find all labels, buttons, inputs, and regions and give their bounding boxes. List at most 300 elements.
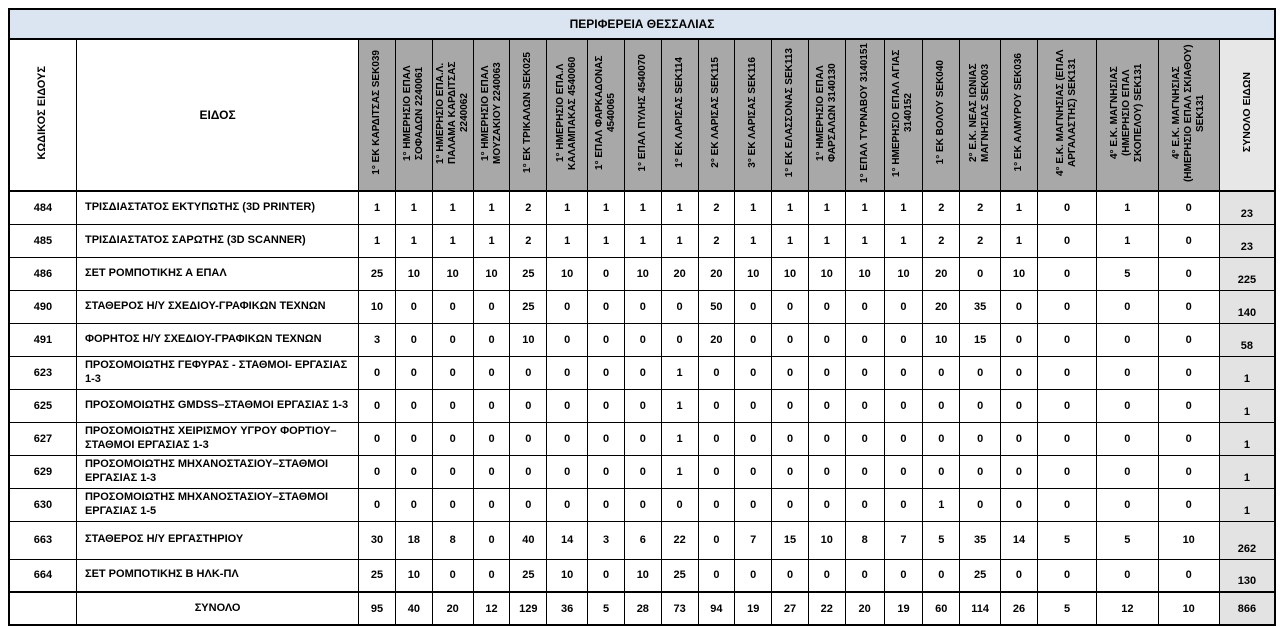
quantity-cell-c17: 0 (960, 422, 1001, 455)
item-name: ΤΡΙΣΔΙΑΣΤΑΤΟΣ ΣΑΡΩΤΗΣ (3D SCANNER) (76, 224, 358, 257)
quantity-cell-c7: 0 (588, 290, 625, 323)
quantity-cell-c4: 0 (473, 488, 510, 521)
school-column-header-12-label: 1° ΕΚ ΕΛΑΣΣΟΝΑΣ SEK113 (784, 47, 795, 178)
item-name: ΣΕΤ ΡΟΜΠΟΤΙΚΗΣ Α ΕΠΑΛ (76, 257, 358, 290)
quantity-cell-c5: 25 (510, 257, 547, 290)
grand-total-cell-c7: 5 (588, 592, 625, 625)
quantity-cell-c2: 0 (395, 356, 432, 389)
grand-total-cell-c3: 20 (432, 592, 473, 625)
quantity-cell-c15: 0 (884, 559, 923, 592)
school-column-header-5-label: 1° ΕΚ ΤΡΙΚΑΛΩΝ SEK025 (522, 52, 534, 173)
item-code-header-label: ΚΩΔΙΚΟΣ ΕΙΔΟΥΣ (36, 65, 49, 160)
quantity-cell-c5: 0 (510, 422, 547, 455)
quantity-cell-c14: 10 (845, 257, 884, 290)
grand-total-cell-c6: 36 (547, 592, 588, 625)
grand-total-cell-c21: 10 (1158, 592, 1219, 625)
quantity-cell-c15: 10 (884, 257, 923, 290)
quantity-cell-c19: 0 (1037, 290, 1096, 323)
quantity-cell-c15: 1 (884, 224, 923, 257)
quantity-cell-c19: 0 (1037, 422, 1096, 455)
quantity-cell-c13: 0 (808, 356, 845, 389)
quantity-cell-c19: 0 (1037, 488, 1096, 521)
quantity-cell-c5: 2 (510, 224, 547, 257)
item-row-484 (9, 191, 1275, 224)
item-row-625 (9, 389, 1275, 422)
item-code: 623 (9, 356, 76, 389)
grand-total-cell-c13: 22 (808, 592, 845, 625)
quantity-cell-c12: 10 (772, 257, 809, 290)
school-column-header-4-label: 1° ΗΜΕΡΗΣΙΟ ΕΠΑΛ ΜΟΥΖΑΚΙΟΥ 2240063 (479, 61, 503, 164)
quantity-cell-c19: 0 (1037, 323, 1096, 356)
school-column-header-14-label: 1° ΕΠΑΛ ΤΥΡΝΑΒΟΥ 3140151 (858, 42, 870, 183)
school-column-header-5 (510, 39, 547, 191)
quantity-cell-c18: 0 (1001, 422, 1038, 455)
quantity-cell-c11: 10 (735, 257, 772, 290)
quantity-cell-c19: 0 (1037, 356, 1096, 389)
quantity-cell-c3: 0 (432, 488, 473, 521)
quantity-cell-c1: 3 (359, 323, 396, 356)
title-row (9, 9, 1275, 39)
quantity-cell-c7: 1 (588, 191, 625, 224)
quantity-cell-c9: 22 (661, 521, 698, 559)
quantity-cell-c19: 0 (1037, 389, 1096, 422)
item-name: ΠΡΟΣΟΜΟΙΩΤΗΣ ΜΗΧΑΝΟΣΤΑΣΙΟΥ–ΣΤΑΘΜΟΙ ΕΡΓΑΣΙΑΣ 1-3 (76, 455, 358, 488)
school-column-header-11-label: 3° ΕΚ ΛΑΡΙΣΑΣ SEK116 (747, 57, 759, 168)
quantity-cell-c12: 0 (772, 422, 809, 455)
item-row-490 (9, 290, 1275, 323)
quantity-cell-c8: 0 (624, 323, 661, 356)
row-total: 262 (1219, 521, 1275, 559)
item-code: 484 (9, 191, 76, 224)
item-name: ΠΡΟΣΟΜΟΙΩΤΗΣ GMDSS–ΣΤΑΘΜΟΙ ΕΡΓΑΣΙΑΣ 1-3 (76, 389, 358, 422)
region-title: ΠΕΡΙΦΕΡΕΙΑ ΘΕΣΣΑΛΙΑΣ (9, 9, 1275, 39)
row-total: 23 (1219, 191, 1275, 224)
quantity-cell-c3: 0 (432, 559, 473, 592)
quantity-cell-c16: 0 (923, 455, 960, 488)
quantity-cell-c6: 1 (547, 224, 588, 257)
quantity-cell-c4: 1 (473, 224, 510, 257)
quantity-cell-c12: 1 (772, 224, 809, 257)
row-total: 1 (1219, 422, 1275, 455)
quantity-cell-c18: 1 (1001, 191, 1038, 224)
quantity-cell-c9: 1 (661, 422, 698, 455)
grand-total-row (9, 592, 1275, 625)
quantity-cell-c13: 10 (808, 257, 845, 290)
quantity-cell-c21: 0 (1158, 559, 1219, 592)
quantity-cell-c9: 1 (661, 356, 698, 389)
quantity-cell-c5: 0 (510, 356, 547, 389)
quantity-cell-c13: 0 (808, 389, 845, 422)
quantity-cell-c9: 0 (661, 290, 698, 323)
item-code: 491 (9, 323, 76, 356)
school-column-header-1-label: 1° ΕΚ ΚΑΡΔΙΤΣΑΣ SEK039 (371, 50, 383, 175)
school-column-header-7-label: 1° ΕΠΑΛ ΦΑΡΚΑΔΟΝΑΣ 4540065 (594, 55, 618, 170)
quantity-cell-c4: 0 (473, 389, 510, 422)
quantity-cell-c14: 0 (845, 559, 884, 592)
quantity-cell-c10: 2 (698, 191, 735, 224)
grand-total-cell-c1: 95 (359, 592, 396, 625)
school-column-header-14 (845, 39, 884, 191)
quantity-cell-c1: 0 (359, 356, 396, 389)
quantity-cell-c17: 0 (960, 389, 1001, 422)
quantity-cell-c16: 5 (923, 521, 960, 559)
school-column-header-20 (1097, 39, 1158, 191)
quantity-cell-c2: 1 (395, 191, 432, 224)
quantity-cell-c7: 0 (588, 389, 625, 422)
quantity-cell-c10: 0 (698, 488, 735, 521)
item-name: ΣΤΑΘΕΡΟΣ Η/Υ ΕΡΓΑΣΤΗΡΙΟΥ (76, 521, 358, 559)
quantity-cell-c1: 0 (359, 389, 396, 422)
quantity-cell-c18: 0 (1001, 290, 1038, 323)
quantity-cell-c20: 0 (1097, 323, 1158, 356)
quantity-cell-c1: 1 (359, 224, 396, 257)
quantity-cell-c5: 40 (510, 521, 547, 559)
quantity-cell-c21: 0 (1158, 323, 1219, 356)
quantity-cell-c6: 1 (547, 191, 588, 224)
item-code: 625 (9, 389, 76, 422)
grand-total-cell-c8: 28 (624, 592, 661, 625)
quantity-cell-c10: 2 (698, 224, 735, 257)
quantity-cell-c6: 14 (547, 521, 588, 559)
quantity-cell-c10: 0 (698, 422, 735, 455)
quantity-cell-c16: 2 (923, 191, 960, 224)
quantity-cell-c2: 0 (395, 488, 432, 521)
quantity-cell-c10: 20 (698, 323, 735, 356)
school-column-header-11 (735, 39, 772, 191)
quantity-cell-c15: 0 (884, 389, 923, 422)
item-row-630 (9, 488, 1275, 521)
school-column-header-15 (884, 39, 923, 191)
quantity-cell-c20: 0 (1097, 455, 1158, 488)
item-code-header (9, 39, 76, 191)
quantity-cell-c13: 1 (808, 224, 845, 257)
quantity-cell-c12: 0 (772, 290, 809, 323)
item-code: 629 (9, 455, 76, 488)
school-column-header-2 (395, 39, 432, 191)
quantity-cell-c13: 1 (808, 191, 845, 224)
quantity-cell-c10: 0 (698, 559, 735, 592)
quantity-cell-c21: 0 (1158, 455, 1219, 488)
quantity-cell-c8: 0 (624, 488, 661, 521)
quantity-cell-c7: 3 (588, 521, 625, 559)
item-row-663 (9, 521, 1275, 559)
header-row (9, 39, 1275, 191)
quantity-cell-c9: 1 (661, 191, 698, 224)
school-column-header-16-label: 1° ΕΚ ΒΟΛΟΥ SEK040 (935, 60, 947, 165)
school-column-header-10-label: 2° ΕΚ ΛΑΡΙΣΑΣ SEK115 (710, 57, 722, 168)
quantity-cell-c18: 0 (1001, 455, 1038, 488)
quantity-cell-c15: 0 (884, 323, 923, 356)
quantity-cell-c19: 0 (1037, 191, 1096, 224)
quantity-cell-c3: 8 (432, 521, 473, 559)
item-row-629 (9, 455, 1275, 488)
quantity-cell-c15: 0 (884, 488, 923, 521)
quantity-cell-c10: 50 (698, 290, 735, 323)
quantity-cell-c5: 10 (510, 323, 547, 356)
quantity-cell-c20: 0 (1097, 389, 1158, 422)
quantity-cell-c4: 0 (473, 422, 510, 455)
grand-total-cell-c9: 73 (661, 592, 698, 625)
quantity-cell-c14: 0 (845, 422, 884, 455)
quantity-cell-c8: 10 (624, 559, 661, 592)
school-column-header-21-label: 4° Ε.Κ. ΜΑΓΝΗΣΙΑΣ (ΗΜΕΡΗΣΙΟ ΕΠΑΛ ΣΚΙΑΘΟΥ) SEK131 (1170, 43, 1206, 182)
quantity-cell-c14: 8 (845, 521, 884, 559)
item-name: ΤΡΙΣΔΙΑΣΤΑΤΟΣ ΕΚΤΥΠΩΤΗΣ (3D PRINTER) (76, 191, 358, 224)
item-name: ΣΤΑΘΕΡΟΣ Η/Υ ΣΧΕΔΙΟΥ-ΓΡΑΦΙΚΩΝ ΤΕΧΝΩΝ (76, 290, 358, 323)
grand-total-label: ΣΥΝΟΛΟ (76, 592, 358, 625)
quantity-cell-c6: 0 (547, 290, 588, 323)
grand-total-cell-c11: 19 (735, 592, 772, 625)
row-total: 225 (1219, 257, 1275, 290)
quantity-cell-c14: 0 (845, 389, 884, 422)
quantity-cell-c14: 0 (845, 356, 884, 389)
grand-total-cell-c16: 60 (923, 592, 960, 625)
quantity-cell-c2: 18 (395, 521, 432, 559)
quantity-cell-c6: 0 (547, 389, 588, 422)
grand-total-cell-c14: 20 (845, 592, 884, 625)
item-code: 486 (9, 257, 76, 290)
quantity-cell-c12: 0 (772, 488, 809, 521)
quantity-cell-c20: 0 (1097, 422, 1158, 455)
quantity-cell-c15: 7 (884, 521, 923, 559)
item-name-header: ΕΙΔΟΣ (76, 39, 358, 191)
quantity-cell-c2: 0 (395, 389, 432, 422)
quantity-cell-c17: 0 (960, 488, 1001, 521)
item-row-486 (9, 257, 1275, 290)
quantity-cell-c16: 1 (923, 488, 960, 521)
row-total: 140 (1219, 290, 1275, 323)
quantity-cell-c17: 2 (960, 191, 1001, 224)
quantity-cell-c15: 0 (884, 290, 923, 323)
quantity-cell-c6: 0 (547, 488, 588, 521)
quantity-cell-c3: 0 (432, 290, 473, 323)
grand-total-cell-c4: 12 (473, 592, 510, 625)
school-column-header-6 (547, 39, 588, 191)
quantity-cell-c15: 0 (884, 356, 923, 389)
quantity-cell-c8: 0 (624, 356, 661, 389)
quantity-cell-c6: 0 (547, 356, 588, 389)
quantity-cell-c12: 15 (772, 521, 809, 559)
quantity-cell-c18: 10 (1001, 257, 1038, 290)
quantity-cell-c16: 0 (923, 389, 960, 422)
school-column-header-18 (1001, 39, 1038, 191)
school-column-header-15-label: 1° ΗΜΕΡΗΣΙΟ ΕΠΑΛ ΑΓΙΑΣ 3140152 (891, 48, 915, 177)
quantity-cell-c4: 0 (473, 559, 510, 592)
quantity-cell-c1: 0 (359, 422, 396, 455)
quantity-cell-c1: 0 (359, 455, 396, 488)
quantity-cell-c6: 0 (547, 422, 588, 455)
quantity-cell-c11: 0 (735, 323, 772, 356)
quantity-cell-c11: 1 (735, 191, 772, 224)
table-body (9, 191, 1275, 625)
quantity-cell-c5: 25 (510, 559, 547, 592)
item-row-485 (9, 224, 1275, 257)
school-column-header-21 (1158, 39, 1219, 191)
item-code: 490 (9, 290, 76, 323)
quantity-cell-c4: 0 (473, 356, 510, 389)
quantity-cell-c18: 0 (1001, 559, 1038, 592)
school-column-header-9-label: 1° ΕΚ ΛΑΡΙΣΑΣ SEK114 (673, 57, 685, 168)
quantity-cell-c11: 7 (735, 521, 772, 559)
quantity-cell-c5: 0 (510, 488, 547, 521)
item-name: ΠΡΟΣΟΜΟΙΩΤΗΣ ΧΕΙΡΙΣΜΟΥ ΥΓΡΟΥ ΦΟΡΤΙΟΥ–ΣΤΑΘΜΟΙ ΕΡΓΑΣΙΑΣ 1-3 (76, 422, 358, 455)
quantity-cell-c9: 0 (661, 323, 698, 356)
quantity-cell-c2: 1 (395, 224, 432, 257)
quantity-cell-c4: 0 (473, 290, 510, 323)
quantity-cell-c12: 0 (772, 389, 809, 422)
row-total: 23 (1219, 224, 1275, 257)
quantity-cell-c7: 0 (588, 455, 625, 488)
quantity-cell-c21: 0 (1158, 191, 1219, 224)
quantity-cell-c14: 0 (845, 455, 884, 488)
row-total: 130 (1219, 559, 1275, 592)
grand-total-cell-c2: 40 (395, 592, 432, 625)
quantity-cell-c10: 0 (698, 356, 735, 389)
quantity-cell-c18: 0 (1001, 356, 1038, 389)
school-column-header-1 (359, 39, 396, 191)
school-column-header-13 (808, 39, 845, 191)
quantity-cell-c2: 10 (395, 257, 432, 290)
quantity-cell-c7: 0 (588, 356, 625, 389)
quantity-cell-c20: 5 (1097, 521, 1158, 559)
quantity-cell-c7: 0 (588, 323, 625, 356)
row-total-header (1219, 39, 1275, 191)
quantity-cell-c16: 0 (923, 356, 960, 389)
school-column-header-7 (588, 39, 625, 191)
grand-total-code-blank (9, 592, 76, 625)
quantity-cell-c3: 10 (432, 257, 473, 290)
quantity-cell-c1: 10 (359, 290, 396, 323)
quantity-cell-c8: 0 (624, 290, 661, 323)
school-column-header-12 (772, 39, 809, 191)
quantity-cell-c12: 0 (772, 356, 809, 389)
quantity-cell-c8: 0 (624, 455, 661, 488)
quantity-cell-c16: 2 (923, 224, 960, 257)
grand-total-cell-c15: 19 (884, 592, 923, 625)
quantity-cell-c6: 0 (547, 323, 588, 356)
quantity-cell-c14: 1 (845, 224, 884, 257)
quantity-cell-c4: 0 (473, 323, 510, 356)
school-column-header-4 (473, 39, 510, 191)
quantity-cell-c14: 1 (845, 191, 884, 224)
quantity-cell-c2: 0 (395, 455, 432, 488)
quantity-cell-c17: 0 (960, 356, 1001, 389)
quantity-cell-c20: 0 (1097, 488, 1158, 521)
quantity-cell-c6: 10 (547, 559, 588, 592)
grand-total-cell-c5: 129 (510, 592, 547, 625)
school-column-header-8 (624, 39, 661, 191)
quantity-cell-c1: 25 (359, 257, 396, 290)
quantity-cell-c14: 0 (845, 488, 884, 521)
quantity-cell-c3: 0 (432, 356, 473, 389)
quantity-cell-c11: 1 (735, 224, 772, 257)
quantity-cell-c5: 0 (510, 389, 547, 422)
quantity-cell-c1: 25 (359, 559, 396, 592)
quantity-cell-c7: 0 (588, 488, 625, 521)
quantity-cell-c4: 10 (473, 257, 510, 290)
quantity-cell-c21: 0 (1158, 422, 1219, 455)
item-code: 630 (9, 488, 76, 521)
quantity-cell-c12: 0 (772, 323, 809, 356)
quantity-cell-c20: 0 (1097, 290, 1158, 323)
quantity-cell-c19: 0 (1037, 224, 1096, 257)
school-column-header-3-label: 1° ΗΜΕΡΗΣΙΟ ΕΠΑ.Λ. ΠΑΛΑΜΑ ΚΑΡΔΙΤΣΑΣ 2240062 (434, 61, 470, 164)
school-column-header-9 (661, 39, 698, 191)
quantity-cell-c20: 5 (1097, 257, 1158, 290)
quantity-cell-c11: 0 (735, 455, 772, 488)
quantity-cell-c21: 10 (1158, 521, 1219, 559)
quantity-cell-c17: 35 (960, 521, 1001, 559)
quantity-cell-c18: 1 (1001, 224, 1038, 257)
quantity-cell-c13: 0 (808, 422, 845, 455)
quantity-cell-c8: 10 (624, 257, 661, 290)
quantity-cell-c11: 0 (735, 356, 772, 389)
school-column-header-10 (698, 39, 735, 191)
item-code: 627 (9, 422, 76, 455)
quantity-cell-c16: 0 (923, 422, 960, 455)
quantity-cell-c20: 1 (1097, 224, 1158, 257)
grand-total-cell-c19: 5 (1037, 592, 1096, 625)
quantity-cell-c19: 5 (1037, 521, 1096, 559)
item-name: ΦΟΡΗΤΟΣ Η/Υ ΣΧΕΔΙΟΥ-ΓΡΑΦΙΚΩΝ ΤΕΧΝΩΝ (76, 323, 358, 356)
quantity-cell-c6: 10 (547, 257, 588, 290)
item-code: 485 (9, 224, 76, 257)
item-row-627 (9, 422, 1275, 455)
quantity-cell-c10: 0 (698, 521, 735, 559)
quantity-cell-c1: 0 (359, 488, 396, 521)
quantity-cell-c18: 0 (1001, 488, 1038, 521)
row-total: 1 (1219, 389, 1275, 422)
quantity-cell-c18: 0 (1001, 323, 1038, 356)
quantity-cell-c9: 20 (661, 257, 698, 290)
school-column-header-19-label: 4° Ε.Κ. ΜΑΓΝΗΣΙΑΣ (ΕΠΑΛ ΑΡΓΑΛΑΣΤΗΣ) SEK131 (1055, 49, 1079, 176)
quantity-cell-c3: 0 (432, 389, 473, 422)
quantity-cell-c7: 0 (588, 559, 625, 592)
item-name: ΠΡΟΣΟΜΟΙΩΤΗΣ ΓΕΦΥΡΑΣ - ΣΤΑΘΜΟΙ- ΕΡΓΑΣΙΑΣ 1-3 (76, 356, 358, 389)
quantity-cell-c5: 2 (510, 191, 547, 224)
quantity-cell-c12: 0 (772, 559, 809, 592)
school-column-header-17 (960, 39, 1001, 191)
school-column-header-2-label: 1° ΗΜΕΡΗΣΙΟ ΕΠΑΛ ΣΟΦΑΔΩΝ 2240061 (401, 64, 425, 161)
item-name: ΣΕΤ ΡΟΜΠΟΤΙΚΗΣ Β ΗΛΚ-ΠΛ (76, 559, 358, 592)
quantity-cell-c3: 1 (432, 191, 473, 224)
quantity-cell-c3: 0 (432, 455, 473, 488)
school-column-header-17-label: 2° Ε.Κ. ΝΕΑΣ ΙΩΝΙΑΣ ΜΑΓΝΗΣΙΑΣ SEK003 (968, 63, 992, 162)
quantity-cell-c12: 0 (772, 455, 809, 488)
quantity-cell-c8: 0 (624, 422, 661, 455)
row-total: 1 (1219, 356, 1275, 389)
quantity-cell-c21: 0 (1158, 290, 1219, 323)
quantity-cell-c21: 0 (1158, 488, 1219, 521)
school-column-header-8-label: 1° ΕΠΑΛ ΠΥΛΗΣ 4540070 (636, 53, 648, 172)
quantity-cell-c10: 0 (698, 455, 735, 488)
quantity-cell-c11: 0 (735, 488, 772, 521)
quantity-cell-c18: 0 (1001, 389, 1038, 422)
quantity-cell-c17: 25 (960, 559, 1001, 592)
quantity-cell-c2: 10 (395, 559, 432, 592)
quantity-cell-c17: 15 (960, 323, 1001, 356)
item-row-491 (9, 323, 1275, 356)
quantity-cell-c19: 0 (1037, 455, 1096, 488)
row-total-header-label: ΣΥΝΟΛΟ ΕΙΔΩΝ (1240, 72, 1253, 153)
quantity-cell-c16: 10 (923, 323, 960, 356)
quantity-cell-c4: 0 (473, 455, 510, 488)
quantity-cell-c11: 0 (735, 389, 772, 422)
quantity-cell-c13: 0 (808, 488, 845, 521)
quantity-cell-c1: 30 (359, 521, 396, 559)
quantity-cell-c19: 0 (1037, 559, 1096, 592)
quantity-cell-c12: 1 (772, 191, 809, 224)
